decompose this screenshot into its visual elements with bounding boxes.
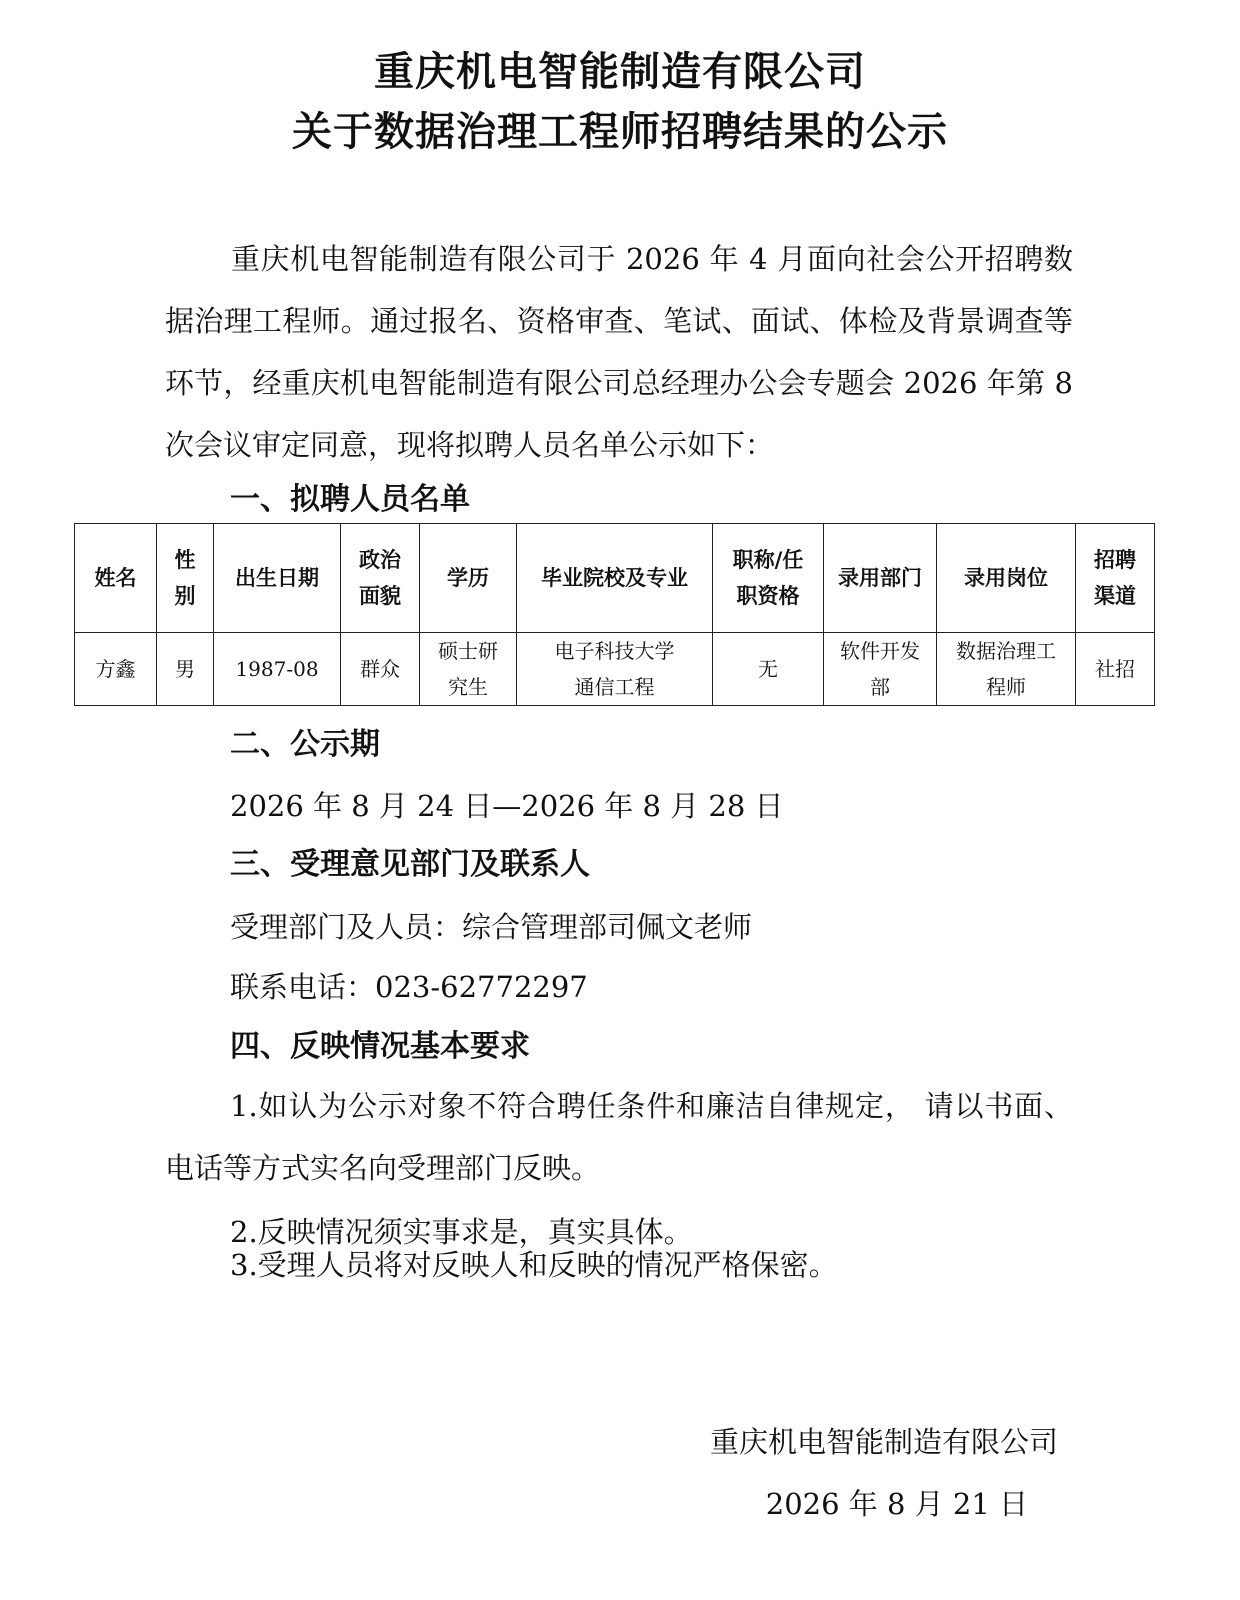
section3-heading: 三、受理意见部门及联系人 [230, 847, 590, 882]
requirement-item-1: 1.如认为公示对象不符合聘任条件和廉洁自律规定， 请以书面、电话等方式实名向受理部门反映。 [165, 1089, 1073, 1185]
requirement-item-2: 2.反映情况须实事求是，真实具体。 [230, 1215, 693, 1249]
signature-organization: 重庆机电智能制造有限公司 [709, 1425, 1058, 1459]
signature-date: 2026 年 8 月 21 日 [765, 1487, 1028, 1521]
cell-position: 数据治理工程师 [937, 633, 1076, 706]
cell-channel: 社招 [1076, 633, 1155, 706]
intro-paragraph: 重庆机电智能制造有限公司于 2026 年 4 月面向社会公开招聘数据治理工程师。通过报名、资格审查、笔试、面试、体检及背景调查等环节，经重庆机电智能制造有限公司总经理办公会专题会 2026 年第 8 次会议审定同意，现将拟聘人员名单公示如下： [165, 242, 1073, 462]
cell-political-status: 群众 [341, 633, 420, 706]
document-title-line2: 关于数据治理工程师招聘结果的公示 [292, 109, 948, 155]
section4-heading: 四、反映情况基本要求 [230, 1029, 530, 1064]
document-title-line1: 重庆机电智能制造有限公司 [374, 49, 866, 95]
cell-birthdate: 1987-08 [214, 633, 341, 706]
cell-gender: 男 [157, 633, 214, 706]
section2-heading: 二、公示期 [230, 727, 380, 762]
cell-education: 硕士研究生 [420, 633, 517, 706]
col-header-birthdate: 出生日期 [214, 524, 341, 633]
candidate-table [74, 523, 1155, 706]
col-header-school-major: 毕业院校及专业 [517, 524, 713, 633]
table-row [75, 633, 1155, 706]
cell-school-major: 电子科技大学通信工程 [517, 633, 713, 706]
col-header-department: 录用部门 [824, 524, 937, 633]
col-header-position: 录用岗位 [937, 524, 1076, 633]
contact-phone: 联系电话：023-62772297 [230, 970, 588, 1004]
cell-name: 方鑫 [75, 633, 157, 706]
col-header-name: 姓名 [75, 524, 157, 633]
col-header-education: 学历 [420, 524, 517, 633]
col-header-channel: 招聘渠道 [1076, 524, 1155, 633]
cell-title-qualification: 无 [713, 633, 824, 706]
col-header-title-qualification: 职称/任职资格 [713, 524, 824, 633]
col-header-gender: 性别 [157, 524, 214, 633]
col-header-political-status: 政治面貌 [341, 524, 420, 633]
table-header-row [75, 524, 1155, 633]
contact-department: 受理部门及人员：综合管理部司佩文老师 [230, 910, 753, 944]
requirement-item-3: 3.受理人员将对反映人和反映的情况严格保密。 [230, 1248, 838, 1282]
cell-department: 软件开发部 [824, 633, 937, 706]
section1-heading: 一、拟聘人员名单 [230, 482, 470, 517]
notice-period: 2026 年 8 月 24 日—2026 年 8 月 28 日 [230, 789, 784, 823]
